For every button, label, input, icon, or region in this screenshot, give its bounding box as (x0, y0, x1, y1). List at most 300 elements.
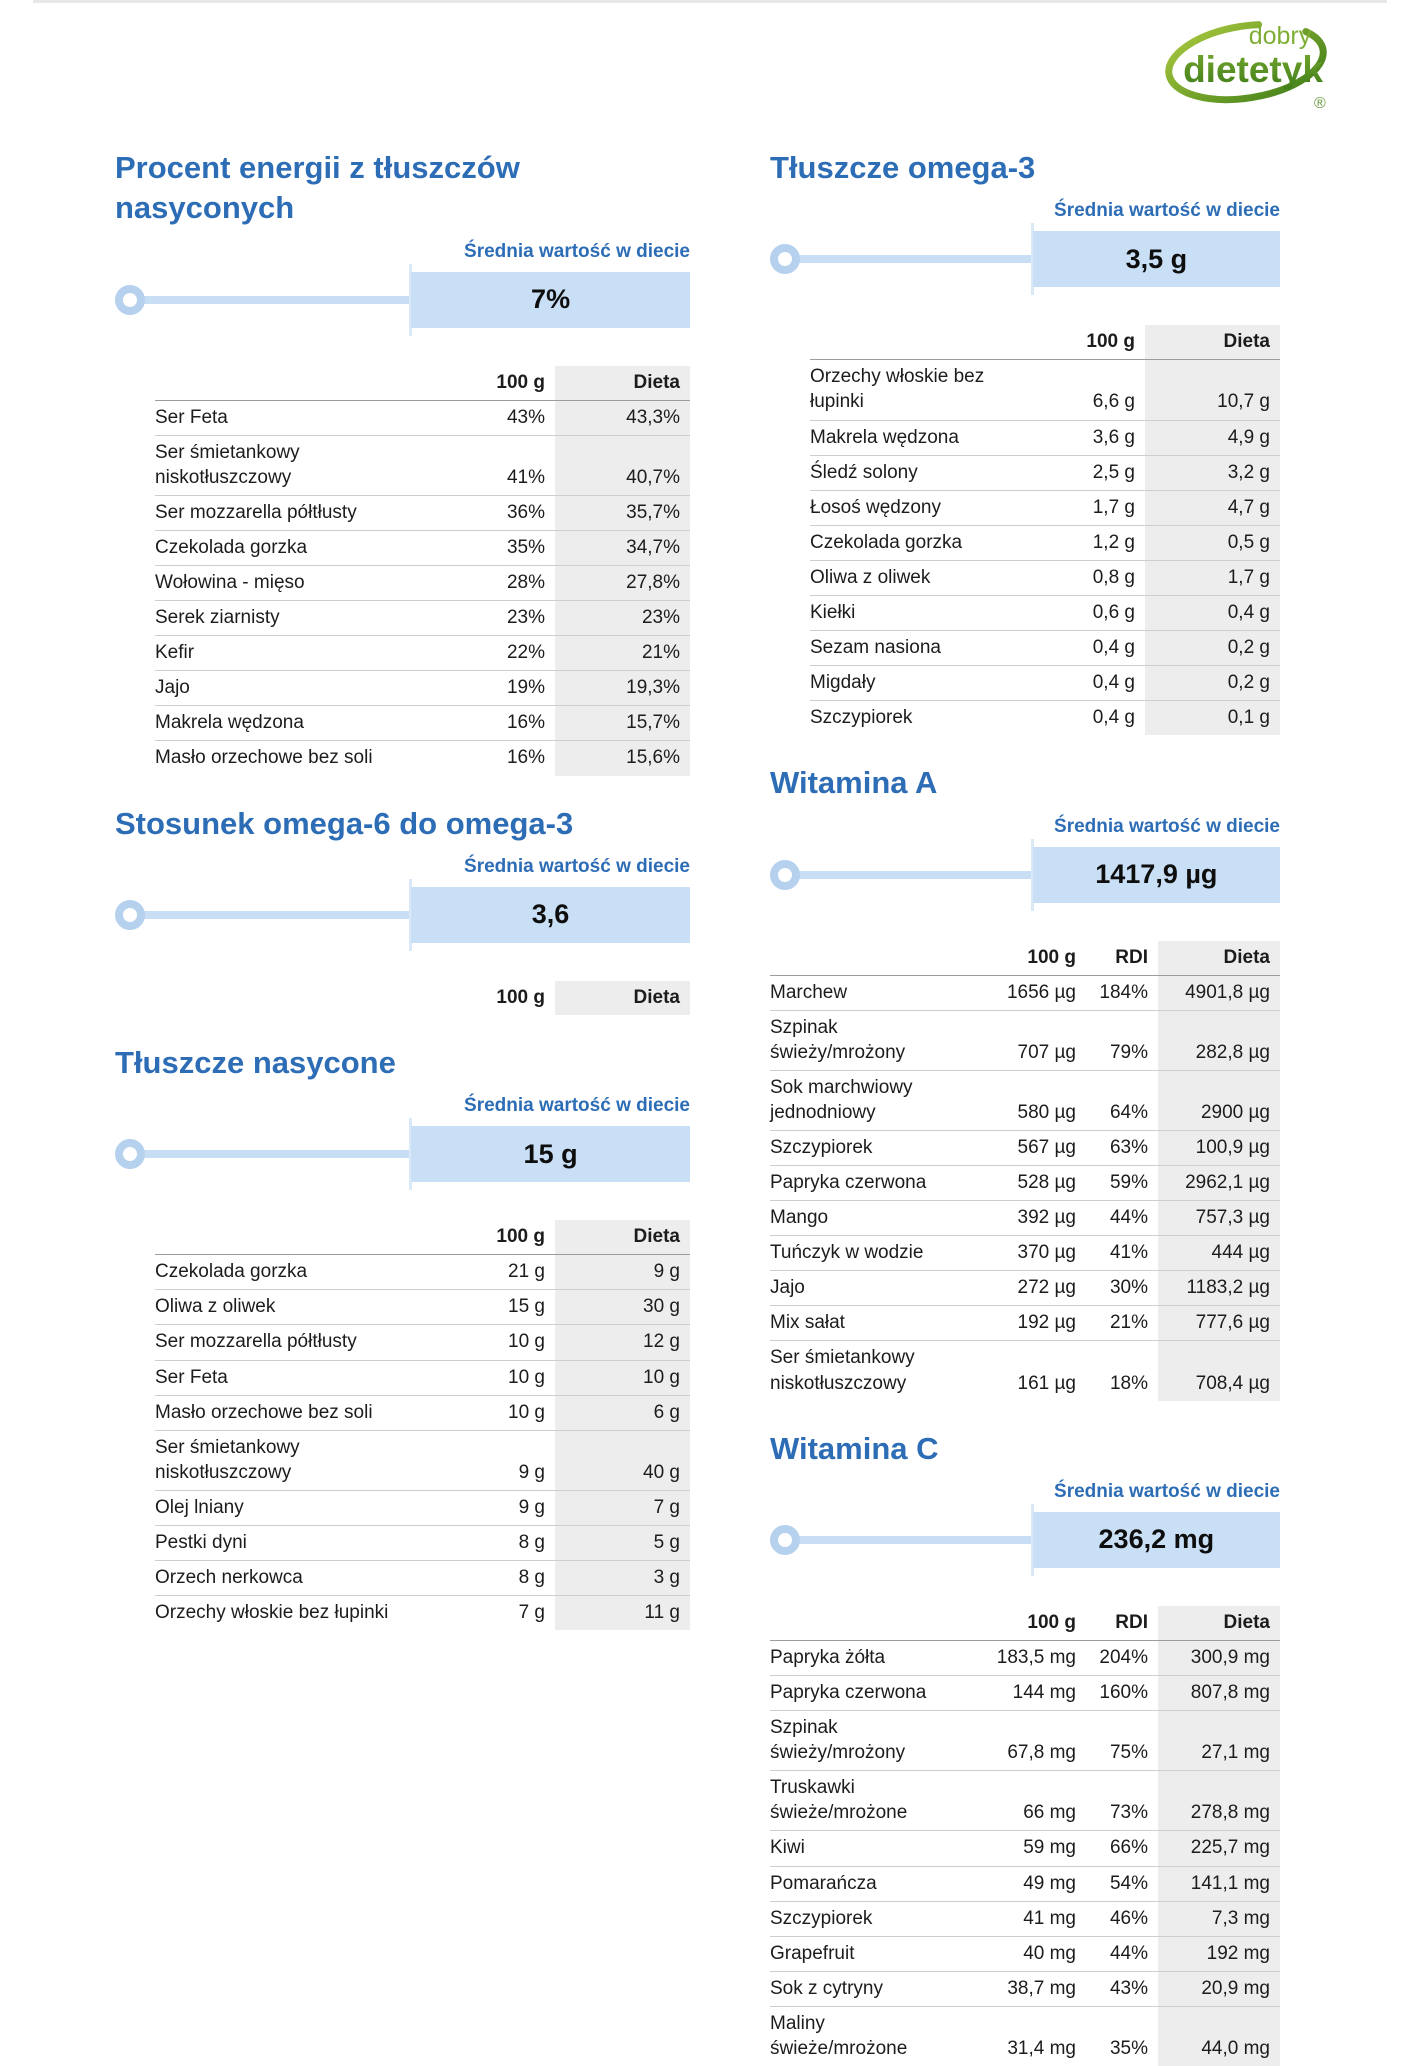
slider-circle (115, 900, 145, 930)
food-name-cell: Mango (770, 1201, 972, 1236)
rdi-value-cell: 30% (1086, 1271, 1158, 1306)
rdi-value-cell: 54% (1086, 1866, 1158, 1901)
food-name-cell: Czekolada gorzka (810, 525, 1035, 560)
dieta-value-cell: 2962,1 µg (1158, 1166, 1280, 1201)
average-in-diet-label: Średnia wartość w diecie (1054, 1480, 1280, 1502)
table-row (810, 360, 1280, 420)
rdi-value-cell: 18% (1086, 1341, 1158, 1401)
per-100g-value-cell: 0,6 g (1035, 595, 1145, 630)
food-name-cell: Ser Feta (155, 406, 228, 428)
food-column-header (155, 1220, 445, 1255)
table-row (770, 1936, 1280, 1971)
per-100g-value-cell: 370 µg (972, 1236, 1086, 1271)
per-100g-value-cell: 41 mg (972, 1901, 1086, 1936)
rdi-value-cell: 46% (1086, 1901, 1158, 1936)
section-title: Stosunek omega-6 do omega-3 (115, 805, 574, 841)
section-saturated-fats (115, 1043, 690, 1630)
per-100g-value-cell: 580 µg (972, 1070, 1086, 1130)
per-100g-value-cell: 7 g (445, 1596, 555, 1631)
food-name-cell: Marchew (770, 981, 848, 1003)
food-name-cell: Masło orzechowe bez soli (155, 741, 445, 776)
table-row (155, 1290, 690, 1325)
slider-circle (115, 1139, 145, 1169)
food-name-cell: Jajo (770, 1271, 972, 1306)
dieta-value-cell: 282,8 µg (1158, 1010, 1280, 1070)
dieta-value-cell: 10 g (555, 1360, 690, 1395)
rdi-value-cell: 204% (1099, 1647, 1148, 1668)
rdi-value-cell: 21% (1086, 1306, 1158, 1341)
dieta-column-header: Dieta (555, 366, 690, 401)
food-name-cell: Orzech nerkowca (155, 1560, 445, 1595)
average-value-box: 3,5 g (1033, 231, 1280, 287)
average-value-slider (770, 1512, 1280, 1568)
table-row (770, 1676, 1280, 1711)
food-name-cell: Ser śmietankowy niskotłuszczowy (770, 1341, 972, 1401)
table-row (770, 975, 1280, 1010)
section-vitamin-a (770, 763, 1280, 1400)
dieta-value-cell: 225,7 mg (1158, 1831, 1280, 1866)
food-name-cell: Masło orzechowe bez soli (155, 1395, 445, 1430)
per-100g-value-cell: 183,5 mg (996, 1647, 1076, 1668)
dieta-value-cell: 20,9 mg (1158, 1971, 1280, 2006)
slider-line (778, 871, 1033, 879)
rdi-value-cell: 43% (1086, 1971, 1158, 2006)
per-100g-value-cell: 16% (445, 741, 555, 776)
dieta-column-header: Dieta (555, 981, 690, 1015)
dieta-value-cell: 300,9 mg (1158, 1641, 1280, 1676)
per-100g-value-cell: 31,4 mg (972, 2006, 1086, 2066)
rdi-column-header: RDI (1086, 1606, 1158, 1641)
food-name-cell: Olej lniany (155, 1490, 445, 1525)
dieta-value-cell: 10,7 g (1145, 360, 1280, 420)
table-row (155, 435, 690, 495)
slider-circle (115, 285, 145, 315)
table-header-row (155, 366, 690, 401)
dieta-value-cell: 4901,8 µg (1158, 975, 1280, 1010)
per-100g-value-cell: 8 g (445, 1560, 555, 1595)
table-header-row (155, 1220, 690, 1255)
slider-line (123, 296, 411, 304)
per-100g-value-cell: 9 g (445, 1490, 555, 1525)
table-row (810, 525, 1280, 560)
logo-text-dobry: dobry (1248, 22, 1312, 50)
dieta-value-cell: 757,3 µg (1158, 1201, 1280, 1236)
table-row (155, 1596, 690, 1631)
table-header-row (155, 981, 690, 1015)
table-header-row (770, 1606, 1280, 1641)
food-name-cell: Szczypiorek (770, 1901, 972, 1936)
dieta-value-cell: 1183,2 µg (1158, 1271, 1280, 1306)
rdi-value-cell: 66% (1086, 1831, 1158, 1866)
food-name-cell: Jajo (155, 671, 445, 706)
per-100g-column-header: 100 g (972, 941, 1086, 976)
per-100g-column-header: 100 g (496, 986, 545, 1008)
per-100g-column-header: 100 g (1035, 325, 1145, 360)
food-name-cell: Oliwa z oliwek (810, 560, 1035, 595)
food-name-cell: Pestki dyni (155, 1525, 445, 1560)
per-100g-value-cell: 15 g (445, 1290, 555, 1325)
food-name-cell: Śledź solony (810, 455, 1035, 490)
dieta-value-cell: 30 g (555, 1290, 690, 1325)
per-100g-value-cell: 272 µg (972, 1271, 1086, 1306)
dieta-value-cell: 807,8 mg (1158, 1676, 1280, 1711)
section-omega3-fats (770, 148, 1280, 735)
table-row (155, 706, 690, 741)
average-value-slider (115, 1126, 690, 1182)
dieta-value-cell: 27,8% (555, 566, 690, 601)
per-100g-value-cell: 2,5 g (1035, 455, 1145, 490)
section-vitamin-c (770, 1429, 1280, 2066)
per-100g-value-cell: 36% (445, 495, 555, 530)
slider-circle (770, 244, 800, 274)
per-100g-value-cell: 49 mg (972, 1866, 1086, 1901)
rdi-value-cell: 35% (1086, 2006, 1158, 2066)
table-row (155, 1430, 690, 1490)
per-100g-value-cell: 528 µg (972, 1166, 1086, 1201)
table-row (810, 701, 1280, 736)
table-row (155, 1325, 690, 1360)
food-name-cell: Ser śmietankowy niskotłuszczowy (155, 435, 445, 495)
nutrition-table (810, 325, 1280, 735)
per-100g-value-cell: 9 g (445, 1430, 555, 1490)
food-name-cell: Ser Feta (155, 1360, 445, 1395)
dieta-value-cell: 4,7 g (1145, 490, 1280, 525)
average-in-diet-label: Średnia wartość w diecie (1054, 200, 1280, 222)
per-100g-value-cell: 392 µg (972, 1201, 1086, 1236)
per-100g-value-cell: 38,7 mg (972, 1971, 1086, 2006)
nutrition-table (770, 1606, 1280, 2066)
dieta-value-cell: 23% (555, 601, 690, 636)
average-value-box: 15 g (411, 1126, 690, 1182)
table-row (155, 1395, 690, 1430)
section-title: Tłuszcze nasycone (115, 1044, 396, 1080)
per-100g-value-cell: 59 mg (972, 1831, 1086, 1866)
food-column-header (155, 366, 445, 401)
table-row (770, 1641, 1280, 1676)
section-title: Procent energii z tłuszczów nasyconych (115, 150, 520, 226)
food-name-cell: Papryka czerwona (770, 1166, 972, 1201)
table-row (155, 1525, 690, 1560)
food-name-cell: Sok z cytryny (770, 1971, 972, 2006)
slider-line (123, 911, 411, 919)
average-value-box: 1417,9 µg (1033, 847, 1280, 903)
per-100g-value-cell: 567 µg (972, 1131, 1086, 1166)
dieta-value-cell: 3 g (555, 1560, 690, 1595)
per-100g-value-cell: 3,6 g (1035, 420, 1145, 455)
food-name-cell: Truskawki świeże/mrożone (770, 1771, 972, 1831)
per-100g-value-cell: 707 µg (972, 1010, 1086, 1070)
per-100g-value-cell: 10 g (445, 1325, 555, 1360)
food-column-header (155, 981, 445, 1015)
dieta-value-cell: 21% (555, 636, 690, 671)
per-100g-value-cell: 41% (445, 435, 555, 495)
table-row (770, 1070, 1280, 1130)
slider-line (778, 1536, 1033, 1544)
table-row (770, 1971, 1280, 2006)
dieta-value-cell: 777,6 µg (1158, 1306, 1280, 1341)
table-row (155, 1360, 690, 1395)
food-name-cell: Makrela wędzona (810, 420, 1035, 455)
nutrition-table (770, 941, 1280, 1401)
per-100g-value-cell: 1,7 g (1035, 490, 1145, 525)
per-100g-value-cell: 0,4 g (1035, 701, 1145, 736)
rdi-value-cell: 79% (1086, 1010, 1158, 1070)
dieta-column-header: Dieta (1145, 325, 1280, 360)
average-value-slider (115, 272, 690, 328)
section-title: Tłuszcze omega-3 (770, 150, 1036, 185)
table-row (770, 1131, 1280, 1166)
dieta-value-cell: 444 µg (1158, 1236, 1280, 1271)
dieta-value-cell: 0,4 g (1145, 595, 1280, 630)
average-value-box: 3,6 (411, 887, 690, 943)
table-wrap (770, 941, 1280, 1401)
rdi-column-header: RDI (1086, 941, 1158, 976)
rdi-value-cell: 160% (1086, 1676, 1158, 1711)
table-row (155, 1490, 690, 1525)
table-row (770, 1010, 1280, 1070)
nutrition-table (155, 981, 690, 1015)
table-row (810, 631, 1280, 666)
food-name-cell: Serek ziarnisty (155, 601, 445, 636)
dieta-value-cell: 0,2 g (1145, 631, 1280, 666)
dieta-value-cell: 35,7% (555, 495, 690, 530)
dieta-value-cell: 141,1 mg (1158, 1866, 1280, 1901)
average-in-diet-label: Średnia wartość w diecie (464, 1095, 690, 1117)
table-row (770, 1236, 1280, 1271)
food-name-cell: Kefir (155, 636, 445, 671)
dieta-value-cell: 4,9 g (1145, 420, 1280, 455)
registered-trademark-icon: ® (1314, 95, 1326, 112)
dieta-value-cell: 1,7 g (1145, 560, 1280, 595)
table-row (155, 1560, 690, 1595)
food-name-cell: Oliwa z oliwek (155, 1290, 445, 1325)
dieta-value-cell: 11 g (555, 1596, 690, 1631)
rdi-value-cell: 41% (1086, 1236, 1158, 1271)
dieta-value-cell: 27,1 mg (1158, 1711, 1280, 1771)
page-header (0, 0, 1420, 118)
dieta-value-cell: 0,1 g (1145, 701, 1280, 736)
per-100g-value-cell: 19% (445, 671, 555, 706)
per-100g-value-cell: 21 g (508, 1261, 545, 1283)
per-100g-value-cell: 144 mg (972, 1676, 1086, 1711)
food-name-cell: Łosoś wędzony (810, 490, 1035, 525)
per-100g-value-cell: 161 µg (972, 1341, 1086, 1401)
dieta-column-header: Dieta (555, 1220, 690, 1255)
per-100g-value-cell: 192 µg (972, 1306, 1086, 1341)
table-wrap (155, 981, 690, 1015)
average-value-slider (770, 231, 1280, 287)
per-100g-value-cell: 67,8 mg (972, 1711, 1086, 1771)
food-name-cell: Szpinak świeży/mrożony (770, 1010, 972, 1070)
average-value-slider (115, 887, 690, 943)
rdi-value-cell: 63% (1086, 1131, 1158, 1166)
food-name-cell: Mix sałat (770, 1306, 972, 1341)
slider-circle (770, 1525, 800, 1555)
dieta-value-cell: 7,3 mg (1158, 1901, 1280, 1936)
dieta-value-cell: 34,7% (555, 530, 690, 565)
per-100g-value-cell: 23% (445, 601, 555, 636)
table-row (770, 1166, 1280, 1201)
per-100g-column-header: 100 g (445, 366, 555, 401)
table-wrap (770, 1606, 1280, 2066)
table-row (155, 636, 690, 671)
dieta-column-header: Dieta (1158, 941, 1280, 976)
food-column-header (770, 941, 972, 976)
food-name-cell: Ser mozzarella półtłusty (155, 495, 445, 530)
section-title: Witamina A (770, 765, 938, 801)
food-name-cell: Papryka czerwona (770, 1676, 972, 1711)
slider-line (123, 1150, 411, 1158)
dieta-value-cell: 7 g (555, 1490, 690, 1525)
section-title: Witamina C (770, 1430, 939, 1466)
per-100g-value-cell: 28% (445, 566, 555, 601)
table-row (770, 1866, 1280, 1901)
per-100g-value-cell: 66 mg (972, 1771, 1086, 1831)
food-name-cell: Czekolada gorzka (155, 1261, 308, 1283)
dieta-value-cell: 40 g (555, 1430, 690, 1490)
rdi-value-cell: 44% (1086, 1936, 1158, 1971)
table-row (155, 671, 690, 706)
table-row (770, 1901, 1280, 1936)
nutrition-table (155, 366, 690, 776)
slider-circle (770, 860, 800, 890)
dieta-value-cell: 192 mg (1158, 1936, 1280, 1971)
table-row (770, 1831, 1280, 1866)
food-name-cell: Orzechy włoskie bez łupinki (155, 1596, 445, 1631)
average-value-box: 7% (411, 272, 690, 328)
per-100g-value-cell: 16% (445, 706, 555, 741)
table-row (155, 566, 690, 601)
food-name-cell: Grapefruit (770, 1936, 972, 1971)
dobry-dietetyk-logo (1158, 6, 1334, 114)
food-name-cell: Szczypiorek (770, 1131, 972, 1166)
per-100g-value-cell: 0,8 g (1035, 560, 1145, 595)
per-100g-value-cell: 40 mg (972, 1936, 1086, 1971)
food-name-cell: Szczypiorek (810, 701, 1035, 736)
table-wrap (810, 325, 1280, 735)
food-column-header (770, 1606, 972, 1641)
table-header-row (810, 325, 1280, 360)
table-row (770, 1711, 1280, 1771)
rdi-value-cell: 184% (1099, 981, 1148, 1003)
dieta-value-cell: 0,5 g (1145, 525, 1280, 560)
per-100g-value-cell: 6,6 g (1092, 391, 1135, 413)
dieta-value-cell: 15,6% (555, 741, 690, 776)
average-in-diet-label: Średnia wartość w diecie (464, 855, 690, 877)
section-omega6-omega3-ratio (115, 804, 690, 1015)
table-wrap (155, 1220, 690, 1630)
food-column-header (810, 325, 1035, 360)
dieta-value-cell: 44,0 mg (1158, 2006, 1280, 2066)
header-divider (33, 0, 1387, 3)
rdi-value-cell: 64% (1086, 1070, 1158, 1130)
dieta-value-cell: 6 g (555, 1395, 690, 1430)
food-name-cell: Tuńczyk w wodzie (770, 1236, 972, 1271)
per-100g-column-header: 100 g (445, 1220, 555, 1255)
dieta-value-cell: 9 g (555, 1255, 690, 1290)
food-name-cell: Orzechy włoskie bez łupinki (810, 366, 985, 413)
table-header-row (770, 941, 1280, 976)
table-row (770, 1306, 1280, 1341)
food-name-cell: Maliny świeże/mrożone (770, 2006, 972, 2066)
average-in-diet-label: Średnia wartość w diecie (1054, 815, 1280, 837)
table-row (155, 601, 690, 636)
table-row (770, 1341, 1280, 1401)
food-name-cell: Ser śmietankowy niskotłuszczowy (155, 1430, 445, 1490)
section-saturated-fat-energy-percent (115, 148, 690, 776)
per-100g-value-cell: 10 g (445, 1395, 555, 1430)
dieta-column-header: Dieta (1158, 1606, 1280, 1641)
table-row (770, 1271, 1280, 1306)
food-name-cell: Sok marchwiowy jednodniowy (770, 1070, 972, 1130)
table-row (770, 1201, 1280, 1236)
food-name-cell: Migdały (810, 666, 1035, 701)
table-row (810, 490, 1280, 525)
right-column (770, 118, 1280, 2066)
food-name-cell: Pomarańcza (770, 1866, 972, 1901)
food-name-cell: Kiełki (810, 595, 1035, 630)
average-value-slider (770, 847, 1280, 903)
per-100g-value-cell: 10 g (445, 1360, 555, 1395)
logo-swoosh-graphic (1158, 6, 1334, 114)
per-100g-value-cell: 8 g (445, 1525, 555, 1560)
food-name-cell: Kiwi (770, 1831, 972, 1866)
dieta-value-cell: 15,7% (555, 706, 690, 741)
content-columns (0, 118, 1420, 2066)
table-row (810, 666, 1280, 701)
table-row (155, 495, 690, 530)
per-100g-value-cell: 35% (445, 530, 555, 565)
dieta-value-cell: 2900 µg (1158, 1070, 1280, 1130)
per-100g-value-cell: 0,4 g (1035, 666, 1145, 701)
food-name-cell: Makrela wędzona (155, 706, 445, 741)
table-row (810, 595, 1280, 630)
table-row (155, 400, 690, 435)
dieta-value-cell: 100,9 µg (1158, 1131, 1280, 1166)
dieta-value-cell: 12 g (555, 1325, 690, 1360)
table-row (810, 455, 1280, 490)
food-name-cell: Wołowina - mięso (155, 566, 445, 601)
table-row (155, 1255, 690, 1290)
dieta-value-cell: 3,2 g (1145, 455, 1280, 490)
dieta-value-cell: 19,3% (555, 671, 690, 706)
rdi-value-cell: 44% (1086, 1201, 1158, 1236)
per-100g-value-cell: 0,4 g (1035, 631, 1145, 666)
table-row (810, 560, 1280, 595)
table-row (155, 530, 690, 565)
nutrition-table (155, 1220, 690, 1630)
food-name-cell: Sezam nasiona (810, 631, 1035, 666)
dieta-value-cell: 0,2 g (1145, 666, 1280, 701)
rdi-value-cell: 75% (1086, 1711, 1158, 1771)
dieta-value-cell: 278,8 mg (1158, 1771, 1280, 1831)
table-wrap (155, 366, 690, 776)
per-100g-value-cell: 22% (445, 636, 555, 671)
left-column (115, 118, 690, 1630)
food-name-cell: Szpinak świeży/mrożony (770, 1711, 972, 1771)
per-100g-value-cell: 1,2 g (1035, 525, 1145, 560)
table-row (770, 2006, 1280, 2066)
table-row (810, 420, 1280, 455)
dieta-value-cell: 5 g (555, 1525, 690, 1560)
logo-text-dietetyk: dietetyk (1183, 49, 1323, 90)
table-row (155, 741, 690, 776)
rdi-value-cell: 73% (1086, 1771, 1158, 1831)
dieta-value-cell: 708,4 µg (1158, 1341, 1280, 1401)
dieta-value-cell: 43,3% (555, 400, 690, 435)
dieta-value-cell: 40,7% (555, 435, 690, 495)
per-100g-column-header: 100 g (972, 1606, 1086, 1641)
